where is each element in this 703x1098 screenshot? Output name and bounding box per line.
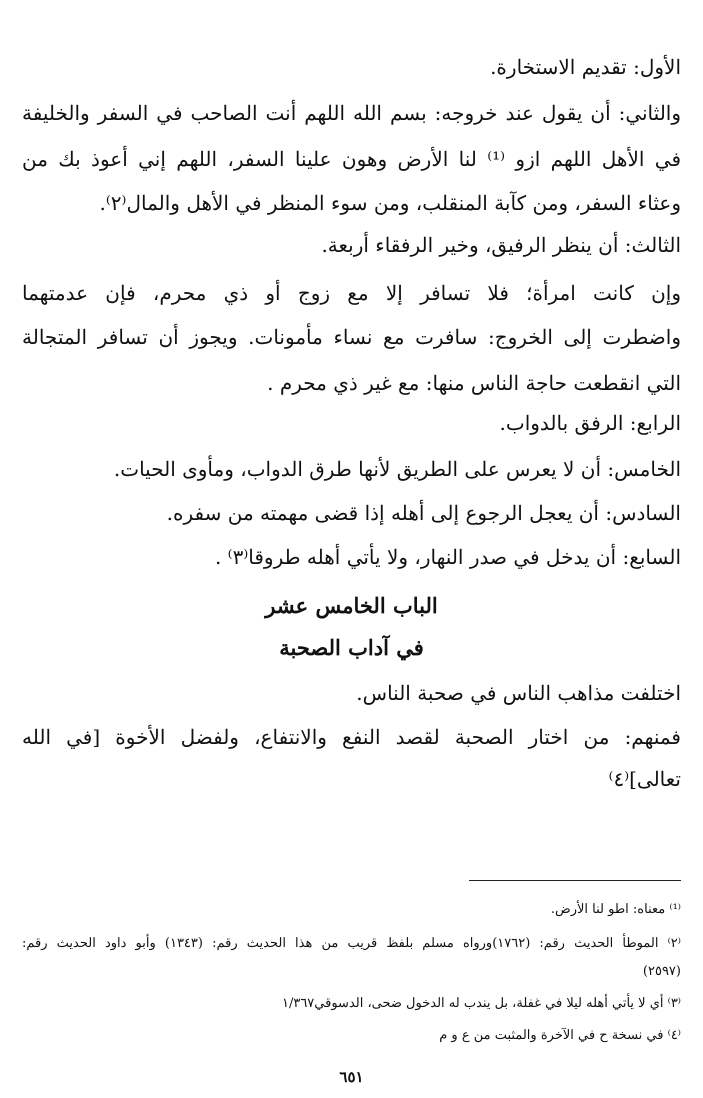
body-line: السادس: أن يعجل الرجوع إلى أهله إذا قضى مهمته من سفره. [166, 501, 681, 525]
body-line: الخامس: أن لا يعرس على الطريق لأنها طرق الدواب، ومأوى الحيات. [113, 457, 681, 481]
body-line: الأول: تقديم الاستخارة. [490, 55, 681, 79]
chapter-heading: الباب الخامس عشر [265, 593, 438, 618]
body-line: وعثاء السفر، ومن كآبة المنقلب، ومن سوء المنظر في الأهل والمال⁽٢⁾. [99, 191, 681, 215]
body-line: واضطرت إلى الخروج: سافرت مع نساء مأمونات. ويجوز أن تسافر المتجالة [22, 325, 681, 349]
footnote-separator [469, 880, 681, 881]
body-line: الرابع: الرفق بالدواب. [499, 411, 681, 435]
footnote: ⁽٤⁾ في نسخة ح في الآخرة والمثبت من ع و م [439, 1028, 681, 1043]
footnote: ⁽٣⁾ أي لا يأتي أهله ليلا في غفلة، بل يندب له الدخول ضحى، الدسوقي١/٣٦٧ [281, 996, 681, 1011]
footnote: ⁽¹⁾ معناه: اطو لنا الأرض. [550, 902, 681, 917]
page-number: ٦٥١ [339, 1068, 364, 1086]
body-line: الثالث: أن ينظر الرفيق، وخير الرفقاء أربعة. [321, 233, 681, 257]
footnote: (٢٥٩٧) [642, 964, 681, 979]
section-line: فمنهم: من اختار الصحبة لقصد النفع والانتفاع، ولفضل الأخوة [في الله [22, 725, 681, 749]
body-line: والثاني: أن يقول عند خروجه: بسم الله اللهم أنت الصاحب في السفر والخليفة [22, 101, 681, 125]
footnote: ⁽٢⁾ الموطأ الحديث رقم: (١٧٦٢)ورواه مسلم بلفظ قريب من هذا الحديث رقم: (١٣٤٣) وأبو داود الحديث رقم: [22, 936, 681, 951]
body-line: وإن كانت امرأة؛ فلا تسافر إلا مع زوج أو ذي محرم، فإن عدمتهما [22, 281, 681, 305]
section-line: اختلفت مذاهب الناس في صحبة الناس. [356, 681, 681, 705]
body-line: في الأهل اللهم ازو ⁽¹⁾ لنا الأرض وهون علينا السفر، اللهم إني أعوذ بك من [22, 147, 682, 171]
body-line: التي انقطعت حاجة الناس منها: مع غير ذي محرم . [267, 371, 681, 395]
chapter-subheading: في آداب الصحبة [279, 635, 424, 660]
section-line: تعالى]⁽٤⁾ [608, 767, 681, 791]
body-line: السابع: أن يدخل في صدر النهار، ولا يأتي أهله طروقا⁽٣⁾ . [214, 545, 681, 569]
